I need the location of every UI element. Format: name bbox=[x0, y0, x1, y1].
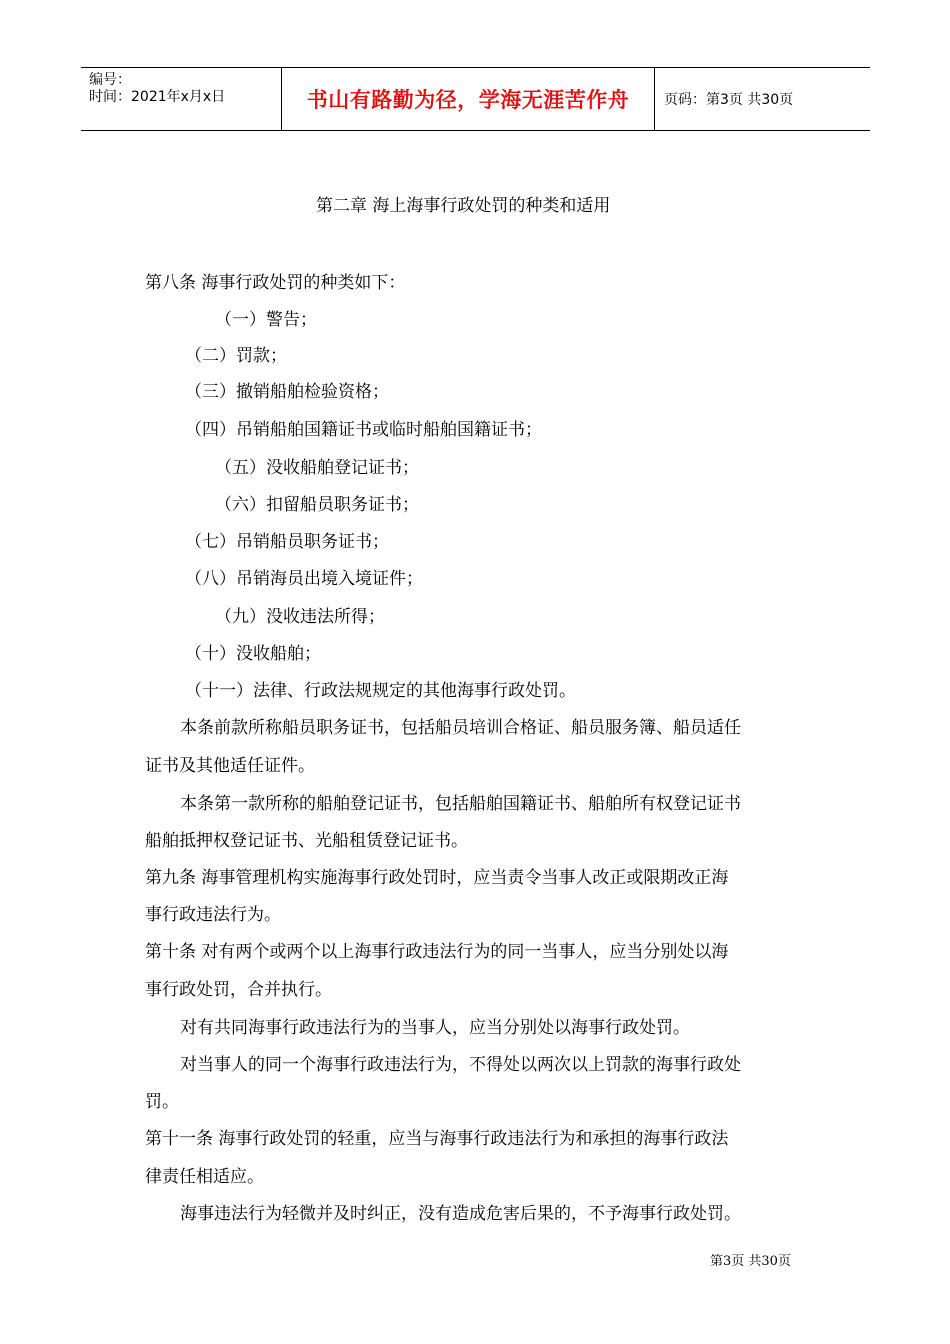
list-item: （十一）法律、行政法规规定的其他海事行政处罚。 bbox=[185, 681, 576, 701]
list-item: （五）没收船舶登记证书； bbox=[215, 458, 419, 478]
list-item: （九）没收违法所得； bbox=[215, 607, 385, 627]
list-item: （一）警告； bbox=[215, 310, 317, 330]
paragraph-line: 海事违法行为轻微并及时纠正，没有造成危害后果的，不予海事行政处罚。 bbox=[180, 1204, 741, 1224]
paragraph-line: 证书及其他适任证件。 bbox=[145, 756, 315, 776]
page-header bbox=[81, 67, 870, 131]
header-number: 编号： bbox=[89, 72, 131, 88]
chapter-title: 第二章 海上海事行政处罚的种类和适用 bbox=[316, 196, 611, 216]
paragraph-line: 对有共同海事行政违法行为的当事人，应当分别处以海事行政处罚。 bbox=[180, 1018, 690, 1038]
paragraph-line: 对当事人的同一个海事行政违法行为，不得处以两次以上罚款的海事行政处 bbox=[180, 1055, 741, 1075]
article-11-line: 第十一条 海事行政处罚的轻重，应当与海事行政违法行为和承担的海事行政法 bbox=[145, 1129, 729, 1149]
paragraph-line: 律责任相适应。 bbox=[145, 1167, 264, 1187]
list-item: （六）扣留船员职务证书； bbox=[215, 495, 419, 515]
page-footer: 第3页 共30页 bbox=[710, 1254, 791, 1269]
paragraph-line: 船舶抵押权登记证书、光船租赁登记证书。 bbox=[145, 831, 468, 851]
header-page-info: 页码：第3页 共30页 bbox=[664, 92, 794, 108]
list-item: （八）吊销海员出境入境证件； bbox=[185, 569, 423, 589]
paragraph-line: 事行政违法行为。 bbox=[145, 905, 281, 925]
list-item: （二）罚款； bbox=[185, 346, 287, 366]
paragraph-line: 罚。 bbox=[145, 1092, 179, 1112]
paragraph-line: 本条前款所称船员职务证书，包括船员培训合格证、船员服务簿、船员适任 bbox=[180, 718, 741, 738]
paragraph-line: 事行政处罚，合并执行。 bbox=[145, 980, 332, 1000]
header-time: 时间：2021年x月x日 bbox=[89, 89, 226, 105]
header-motto: 书山有路勤为径，学海无涯苦作舟 bbox=[306, 88, 630, 112]
header-divider bbox=[654, 68, 655, 130]
list-item: （七）吊销船员职务证书； bbox=[185, 532, 389, 552]
paragraph-line: 本条第一款所称的船舶登记证书，包括船舶国籍证书、船舶所有权登记证书 bbox=[180, 794, 741, 814]
list-item: （四）吊销船舶国籍证书或临时船舶国籍证书； bbox=[185, 420, 542, 440]
list-item: （十）没收船舶； bbox=[185, 644, 321, 664]
article-10-line: 第十条 对有两个或两个以上海事行政违法行为的同一当事人，应当分别处以海 bbox=[145, 942, 729, 962]
header-meta bbox=[81, 68, 281, 130]
article-9-line: 第九条 海事管理机构实施海事行政处罚时，应当责令当事人改正或限期改正海 bbox=[145, 868, 729, 888]
article-8-heading: 第八条 海事行政处罚的种类如下： bbox=[145, 273, 406, 293]
list-item: （三）撤销船舶检验资格； bbox=[185, 382, 389, 402]
